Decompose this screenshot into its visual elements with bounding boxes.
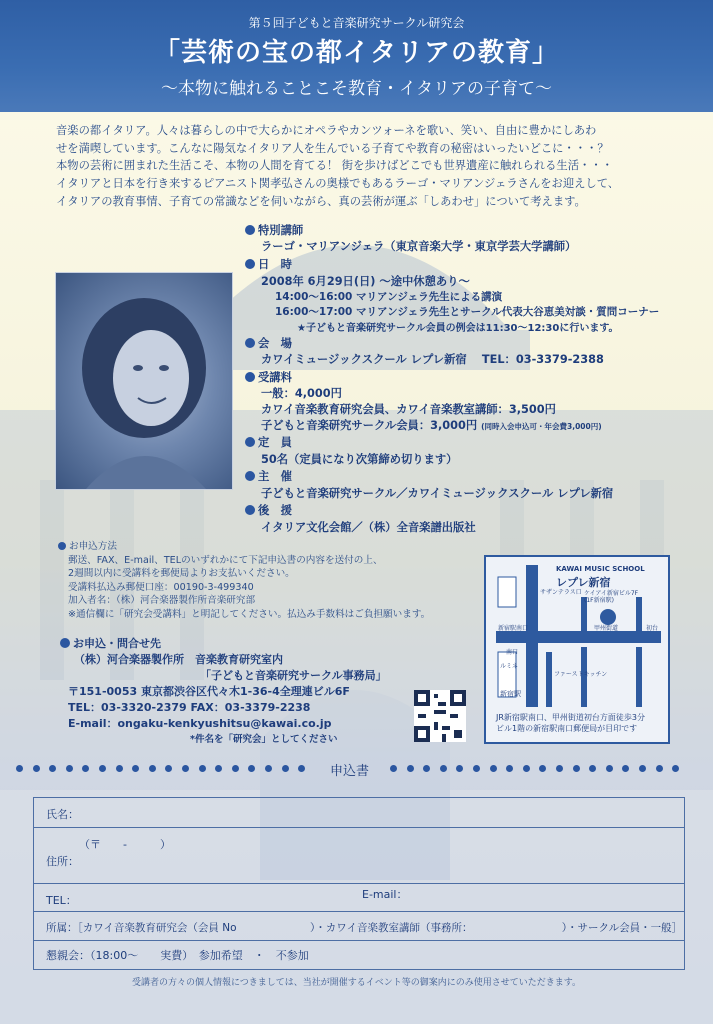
schedule-note: ★子どもと音楽研究サークル会員の例会は11:30〜12:30に行います。: [297, 323, 619, 334]
application-line: ※通信欄に「研究会受講料」と明記してください。払込み手数料はご負担願います。: [68, 608, 431, 620]
fee-circle: 子どもと音楽研究サークル会員：3,000円 (同時入会申込可・年会費3,000円): [261, 419, 602, 432]
fee-member: カワイ音楽教育研究会員、カワイ音楽教室講師：3,500円: [261, 403, 556, 416]
schedule-line: 16:00〜17:00 マリアンジェラ先生とサークル代表大谷恵美対談・質問コーナー: [275, 306, 660, 318]
application-line: 加入者名：（株）河合楽器製作所音楽研究部: [68, 595, 256, 607]
map-direction-line: ビル1階の新宿駅南口郵便局が目印です: [496, 724, 638, 733]
contact-block: [60, 636, 387, 748]
intro-line: 本物の芸術に囲まれた生活こそ、本物の人間を育てる！ 街を歩けばどこでも世界遺産に触れられる生活・・・: [56, 159, 613, 173]
contact-phone: TEL：03-3320-2379 FAX：03-3379-2238: [68, 701, 311, 714]
intro-line: せを満喫しています。こんなに陽気なイタリア人を生んでいる子育てや教育の秘密はいったいどこに・・・？: [56, 141, 609, 155]
dotted-separator-left: [16, 765, 305, 775]
bullet-icon: [245, 372, 255, 382]
schedule-line: 14:00〜16:00 マリアンジェラ先生による講演: [275, 291, 503, 303]
event-series-label: 第５回子どもと音楽研究サークル研究会: [248, 16, 465, 30]
contact-address: 〒151-0053 東京都渋谷区代々木1-36-4全理連ビル6F: [68, 685, 350, 698]
lecturer-heading: 特別講師: [245, 222, 303, 238]
qr-code-icon[interactable]: [414, 690, 466, 742]
map-street: 甲州街道: [594, 625, 619, 632]
fee-heading: 受講料: [245, 369, 292, 385]
contact-note: *件名を「研究会」としてください: [190, 734, 338, 745]
capacity-heading: 定 員: [245, 434, 292, 450]
application-line: 2週間以内に受講料を郵便局よりお支払いください。: [68, 568, 295, 580]
form-row-affiliation[interactable]: [34, 912, 684, 941]
map-street: 初台: [646, 625, 659, 632]
bullet-icon: [245, 338, 255, 348]
bullet-icon: [58, 542, 66, 550]
application-form: [33, 797, 685, 970]
address-label: 住所：: [46, 855, 79, 868]
event-date: 2008年 6月29日(日) 〜途中休憩あり〜: [261, 275, 470, 288]
bullet-icon: [60, 638, 70, 648]
privacy-note: 受講者の方々の個人情報につきましては、当社が開催するイベント等の御案内にのみ使用させていただきます。: [131, 978, 582, 988]
lecturer-name: ラーゴ・マリアンジェラ（東京音楽大学・東京学芸大学講師）: [261, 240, 577, 253]
map-station: 新宿駅: [500, 690, 521, 698]
intro-line: イタリアと日本を行き来するピアニスト関孝弘さんの奥様でもあるラーゴ・マリアンジェラさんをお迎えして、: [56, 177, 620, 191]
zip-label: （〒 - ）: [79, 838, 171, 851]
form-row-party[interactable]: [34, 941, 684, 968]
date-heading: 日 時: [245, 256, 292, 272]
map-street: 南口: [506, 649, 519, 656]
map-street: サザンテラス口: [540, 589, 582, 596]
map-school-en: KAWAI MUSIC SCHOOL: [556, 565, 645, 573]
form-row-address[interactable]: [34, 828, 684, 884]
bullet-icon: [245, 505, 255, 515]
intro-paragraph: [56, 122, 676, 211]
email-label: E-mail：: [362, 888, 408, 901]
access-map: [484, 555, 670, 744]
contact-office: 「子どもと音楽研究サークル事務局」: [200, 669, 387, 682]
intro-line: イタリアの教育事情、子育ての常識などを伺いながら、真の芸術が運ぶ「しあわせ」について考えます。: [56, 194, 586, 208]
map-street: ファーストキッチン: [554, 671, 608, 678]
map-street: 新宿駅南口: [498, 625, 529, 632]
fee-general: 一般：4,000円: [261, 387, 342, 400]
application-line: 受講料払込み郵便口座：00190-3-499340: [68, 581, 254, 593]
form-row-contact[interactable]: [34, 884, 684, 912]
application-line: 郵送、FAX、E-mail、TELのいずれかにて下記申込書の内容を送付の上、: [68, 554, 383, 566]
bullet-icon: [245, 225, 255, 235]
page-title: 「芸術の宝の都イタリアの教育」: [153, 38, 559, 68]
venue-heading: 会 場: [245, 335, 292, 351]
application-method: [58, 540, 430, 622]
party-label: 懇親会：（18:00〜 実費） 参加希望 ・ 不参加: [46, 949, 309, 962]
venue-info: カワイミュージックスクール レプレ新宿 TEL：03-3379-2388: [261, 353, 604, 366]
support-heading: 後 援: [245, 502, 292, 518]
capacity-info: 50名（定員になり次第締め切ります）: [261, 453, 458, 466]
bullet-icon: [245, 471, 255, 481]
intro-line: 音楽の都イタリア。人々は暮らしの中で大らかにオペラやカンツォーネを歌い、笑い、自由に豊かにしあわ: [56, 124, 597, 137]
support-info: イタリア文化会館／（株）全音楽譜出版社: [261, 521, 476, 534]
speaker-photo: [55, 272, 233, 490]
bullet-icon: [245, 259, 255, 269]
fee-circle-note: (同時入会申込可・年会費3,000円): [481, 422, 602, 431]
bullet-icon: [245, 437, 255, 447]
tel-label: TEL：: [46, 894, 77, 907]
portrait-illustration: [56, 273, 232, 489]
map-directions: [496, 712, 645, 734]
affiliation-label: 所属：［カワイ音楽教育研究会（会員 No ）・カワイ音楽教室講師（事務所： ）・サークル会員・一般］: [46, 922, 683, 934]
contact-email[interactable]: E-mail：ongaku-kenkyushitsu@kawai.co.jp: [68, 717, 332, 730]
organizer-heading: 主 催: [245, 468, 292, 484]
form-title: 申込書: [330, 764, 370, 779]
map-building-sub: (1F新宿駅): [584, 597, 614, 604]
map-direction-line: JR新宿駅南口、甲州街道初台方面徒歩3分: [496, 713, 646, 722]
name-label: 氏名：: [46, 808, 79, 821]
application-heading: お申込方法: [58, 540, 430, 554]
dotted-separator-right: [390, 765, 679, 775]
form-row-name[interactable]: [34, 798, 684, 828]
header-banner: [0, 0, 713, 112]
organizer-info: 子どもと音楽研究サークル／カワイミュージックスクール レプレ新宿: [261, 487, 614, 500]
map-street: ルミネ: [500, 663, 519, 670]
map-school-jp: レプレ新宿: [556, 576, 611, 589]
contact-heading: お申込・問合せ先: [60, 636, 387, 652]
map-building: ケイアイ新宿ビル7F: [584, 590, 639, 597]
contact-company: （株）河合楽器製作所 音楽教育研究室内: [74, 653, 283, 666]
page-subtitle: 〜本物に触れることこそ教育・イタリアの子育て〜: [161, 79, 552, 99]
